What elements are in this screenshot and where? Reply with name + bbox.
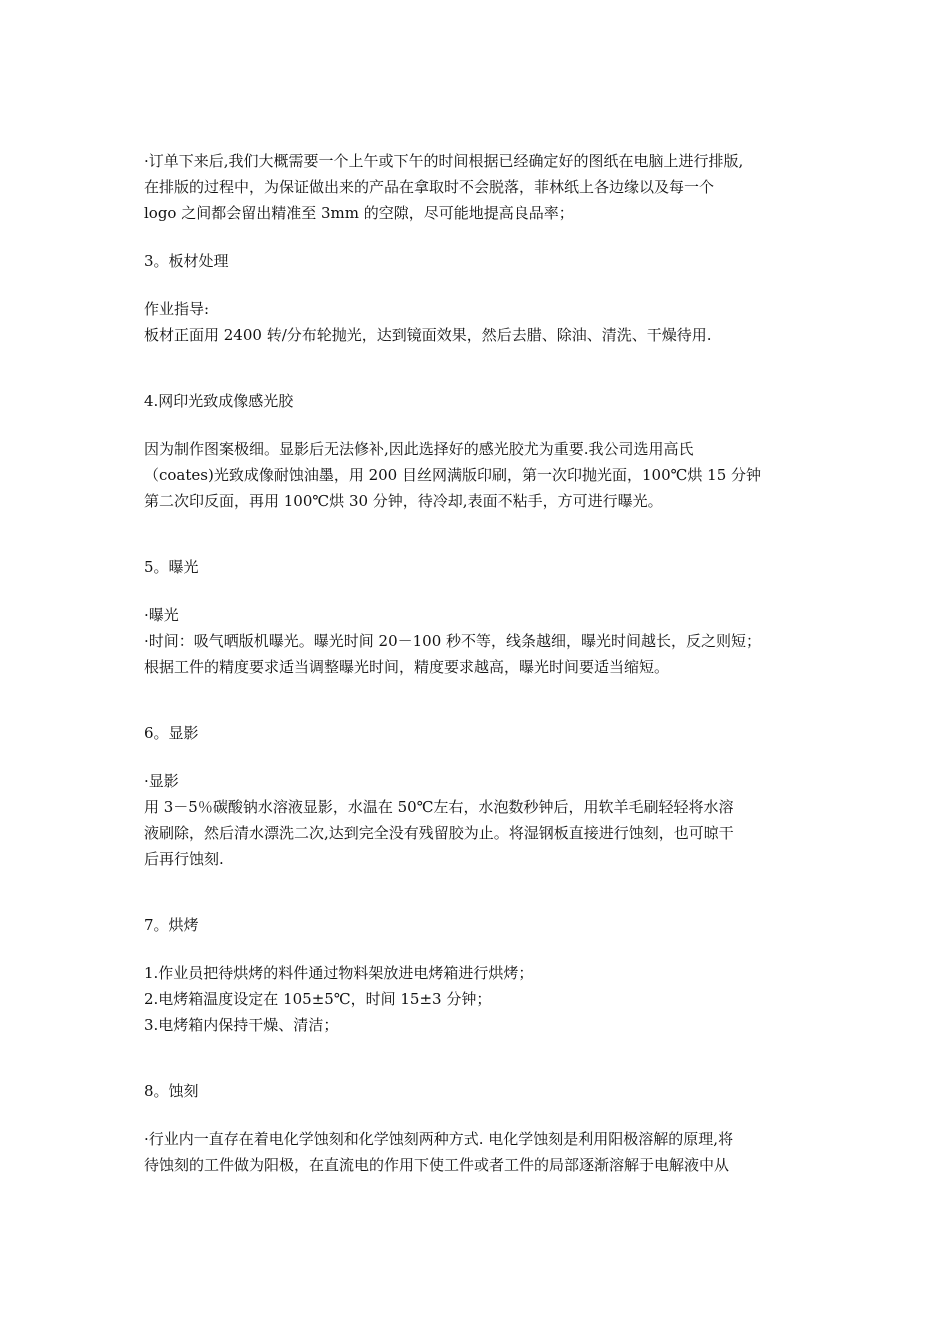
section-heading-3: 3。板材处理 [144, 252, 229, 270]
text-line: 2.电烤箱温度设定在 105±5℃，时间 15±3 分钟； [144, 990, 492, 1008]
text-line: 1.作业员把待烘烤的料件通过物料架放进电烤箱进行烘烤； [144, 964, 534, 982]
text-line: 待蚀刻的工件做为阳极，在直流电的作用下使工件或者工件的局部逐渐溶解于电解液中从 [144, 1156, 730, 1174]
text-line: ·曝光 [144, 606, 179, 624]
text-line: 液刷除，然后清水漂洗二次,达到完全没有残留胶为止。将湿钢板直接进行蚀刻，也可晾干 [144, 824, 734, 842]
text-line: 在排版的过程中，为保证做出来的产品在拿取时不会脱落，菲林纸上各边缘以及每一个 [144, 178, 715, 196]
paragraph-board-processing [144, 296, 816, 348]
section-heading-8: 8。蚀刻 [144, 1082, 199, 1100]
section-heading-5: 5。曝光 [144, 558, 199, 576]
text-line: （coates)光致成像耐蚀油墨，用 200 目丝网满版印刷，第一次印抛光面，100℃烘 15 分钟 [144, 466, 762, 484]
text-line: 作业指导: [144, 300, 210, 318]
paragraph-etching [144, 1126, 816, 1178]
text-line: 第二次印反面，再用 100℃烘 30 分钟，待冷却,表面不粘手，方可进行曝光。 [144, 492, 663, 510]
text-line: 根据工件的精度要求适当调整曝光时间，精度要求越高，曝光时间要适当缩短。 [144, 658, 670, 676]
section-heading-4: 4.网印光致成像感光胶 [144, 392, 294, 410]
paragraph-photoresist [144, 436, 816, 514]
text-line: 板材正面用 2400 转/分布轮抛光，达到镜面效果，然后去腊、除油、清洗、干燥待用. [144, 326, 712, 344]
text-line: ·时间：吸气晒版机曝光。曝光时间 20－100 秒不等，线条越细，曝光时间越长，反之则短； [144, 632, 762, 650]
text-line: logo 之间都会留出精准至 3mm 的空隙，尽可能地提高良品率； [144, 204, 574, 222]
document-page [144, 148, 816, 1178]
section-heading-6: 6。显影 [144, 724, 199, 742]
text-line: 3.电烤箱内保持干燥、清洁； [144, 1016, 339, 1034]
text-line: 因为制作图案极细。显影后无法修补,因此选择好的感光胶尤为重要.我公司选用高氏 [144, 440, 694, 458]
section-heading-7: 7。烘烤 [144, 916, 199, 934]
paragraph-exposure [144, 602, 816, 680]
paragraph-baking [144, 960, 816, 1038]
paragraph-layout [144, 148, 816, 226]
paragraph-development [144, 768, 816, 872]
text-line: 后再行蚀刻. [144, 850, 224, 868]
text-line: ·订单下来后,我们大概需要一个上午或下午的时间根据已经确定好的图纸在电脑上进行排版, [144, 152, 744, 170]
text-line: 用 3－5％碳酸钠水溶液显影，水温在 50℃左右，水泡数秒钟后，用软羊毛刷轻轻将水溶 [144, 798, 734, 816]
text-line: ·行业内一直存在着电化学蚀刻和化学蚀刻两种方式. 电化学蚀刻是利用阳极溶解的原理,将 [144, 1130, 734, 1148]
text-line: ·显影 [144, 772, 179, 790]
